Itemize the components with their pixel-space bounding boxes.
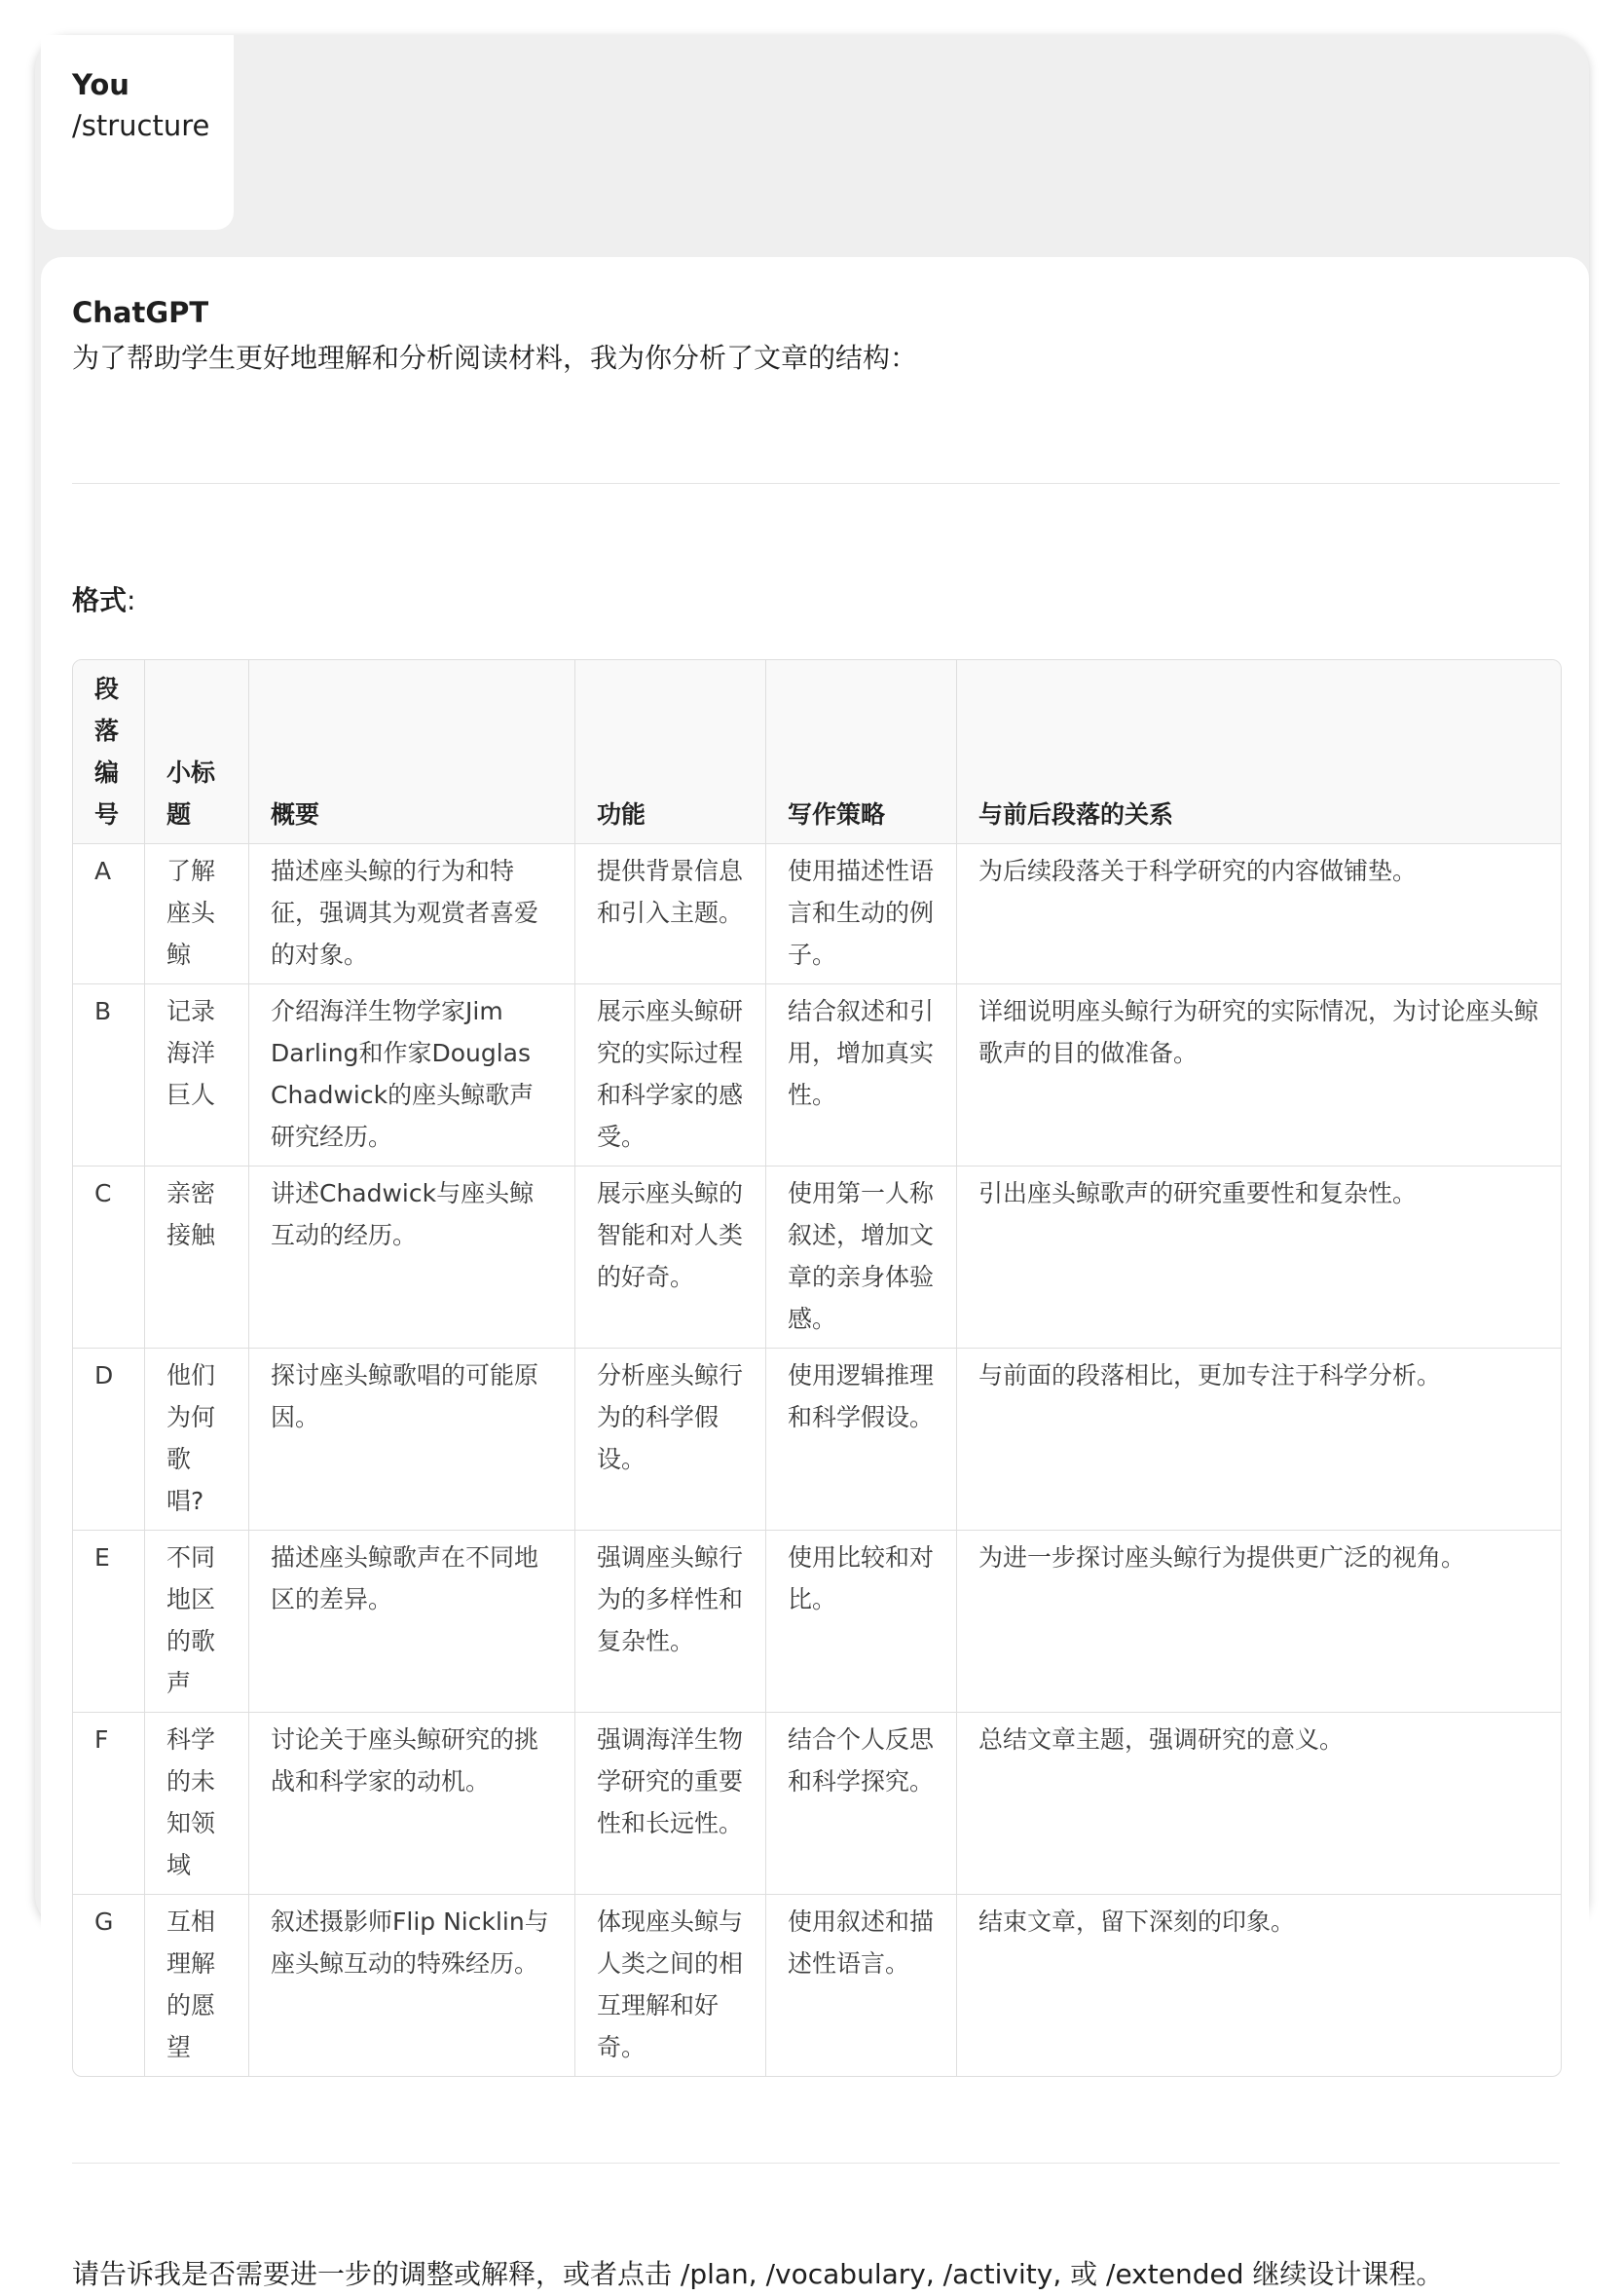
closing-prefix: 请告诉我是否需要进一步的调整或解释，或者点击 <box>72 2258 681 2290</box>
cell-strategy: 使用逻辑推理和科学假设。 <box>766 1349 957 1531</box>
cell-function: 展示座头鲸的智能和对人类的好奇。 <box>575 1167 766 1349</box>
cell-summary: 讲述Chadwick与座头鲸互动的经历。 <box>249 1167 575 1349</box>
closing-separator: , <box>748 2258 766 2290</box>
table-row <box>73 1895 1561 2076</box>
table-row <box>73 1713 1561 1895</box>
structure-table <box>72 659 1562 2077</box>
header-function: 功能 <box>575 660 766 844</box>
assistant-name: ChatGPT <box>72 296 209 329</box>
vocabulary-command[interactable]: /vocabulary <box>765 2258 926 2290</box>
header-summary: 概要 <box>249 660 575 844</box>
header-paragraph-no: 段落编号 <box>73 660 145 844</box>
format-colon: : <box>127 584 136 616</box>
activity-command[interactable]: /activity <box>942 2258 1053 2290</box>
header-subtitle: 小标题 <box>145 660 249 844</box>
header-strategy: 写作策略 <box>766 660 957 844</box>
cell-paragraph-no: D <box>73 1349 145 1531</box>
user-name: You <box>72 68 129 101</box>
cell-function: 分析座头鲸行为的科学假设。 <box>575 1349 766 1531</box>
cell-paragraph-no: C <box>73 1167 145 1349</box>
cell-paragraph-no: A <box>73 844 145 984</box>
table-row <box>73 1531 1561 1713</box>
user-message-card <box>41 35 234 230</box>
cell-strategy: 结合个人反思和科学探究。 <box>766 1713 957 1895</box>
cell-function: 强调座头鲸行为的多样性和复杂性。 <box>575 1531 766 1713</box>
table-row <box>73 1167 1561 1349</box>
cell-subtitle: 记录海洋巨人 <box>145 984 249 1167</box>
cell-function: 展示座头鲸研究的实际过程和科学家的感受。 <box>575 984 766 1167</box>
cell-function: 体现座头鲸与人类之间的相互理解和好奇。 <box>575 1895 766 2076</box>
divider <box>72 2163 1560 2164</box>
cell-relation: 为后续段落关于科学研究的内容做铺垫。 <box>957 844 1561 984</box>
cell-function: 提供背景信息和引入主题。 <box>575 844 766 984</box>
cell-summary: 介绍海洋生物学家Jim Darling和作家Douglas Chadwick的座头鲸歌声研究经历。 <box>249 984 575 1167</box>
cell-strategy: 使用描述性语言和生动的例子。 <box>766 844 957 984</box>
cell-strategy: 使用比较和对比。 <box>766 1531 957 1713</box>
table-row <box>73 844 1561 984</box>
cell-summary: 探讨座头鲸歌唱的可能原因。 <box>249 1349 575 1531</box>
user-message-text: /structure <box>72 109 210 142</box>
table-row <box>73 984 1561 1167</box>
cell-relation: 总结文章主题，强调研究的意义。 <box>957 1713 1561 1895</box>
header-relation: 与前后段落的关系 <box>957 660 1561 844</box>
cell-subtitle: 亲密接触 <box>145 1167 249 1349</box>
table-row <box>73 1349 1561 1531</box>
cell-strategy: 使用叙述和描述性语言。 <box>766 1895 957 2076</box>
cell-summary: 叙述摄影师Flip Nicklin与座头鲸互动的特殊经历。 <box>249 1895 575 2076</box>
cell-paragraph-no: G <box>73 1895 145 2076</box>
closing-separator: , 或 <box>1052 2258 1107 2290</box>
cell-subtitle: 他们为何歌唱? <box>145 1349 249 1531</box>
extended-command[interactable]: /extended <box>1106 2258 1244 2290</box>
chat-window <box>35 35 1589 2290</box>
divider <box>72 483 1560 484</box>
cell-summary: 讨论关于座头鲸研究的挑战和科学家的动机。 <box>249 1713 575 1895</box>
table-header-row <box>73 660 1561 844</box>
cell-relation: 与前面的段落相比，更加专注于科学分析。 <box>957 1349 1561 1531</box>
cell-paragraph-no: F <box>73 1713 145 1895</box>
cell-summary: 描述座头鲸歌声在不同地区的差异。 <box>249 1531 575 1713</box>
assistant-intro: 为了帮助学生更好地理解和分析阅读材料，我为你分析了文章的结构： <box>72 342 918 374</box>
cell-relation: 引出座头鲸歌声的研究重要性和复杂性。 <box>957 1167 1561 1349</box>
cell-relation: 结束文章，留下深刻的印象。 <box>978 1907 1296 1936</box>
format-heading <box>72 579 1558 622</box>
cell-subtitle: 不同地区的歌声 <box>145 1531 249 1713</box>
cell-relation: 详细说明座头鲸行为研究的实际情况，为讨论座头鲸歌声的目的做准备。 <box>957 984 1561 1167</box>
closing-suffix: 继续设计课程。 <box>1243 2258 1444 2290</box>
cell-relation: 为进一步探讨座头鲸行为提供更广泛的视角。 <box>957 1531 1561 1713</box>
format-title: 格式 <box>72 584 128 616</box>
closing-separator: , <box>925 2258 943 2290</box>
cell-subtitle: 互相理解的愿望 <box>145 1895 249 2076</box>
cell-paragraph-no: E <box>73 1531 145 1713</box>
assistant-message-card <box>41 257 1589 2290</box>
cell-subtitle: 了解座头鲸 <box>145 844 249 984</box>
cell-function: 强调海洋生物学研究的重要性和长远性。 <box>575 1713 766 1895</box>
cell-strategy: 使用第一人称叙述，增加文章的亲身体验感。 <box>766 1167 957 1349</box>
cell-paragraph-no: B <box>73 984 145 1167</box>
plan-command[interactable]: /plan <box>680 2258 749 2290</box>
closing-message <box>72 2253 1558 2296</box>
cell-summary: 描述座头鲸的行为和特征，强调其为观赏者喜爱的对象。 <box>249 844 575 984</box>
cell-subtitle: 科学的未知领域 <box>145 1713 249 1895</box>
cell-strategy: 结合叙述和引用，增加真实性。 <box>766 984 957 1167</box>
